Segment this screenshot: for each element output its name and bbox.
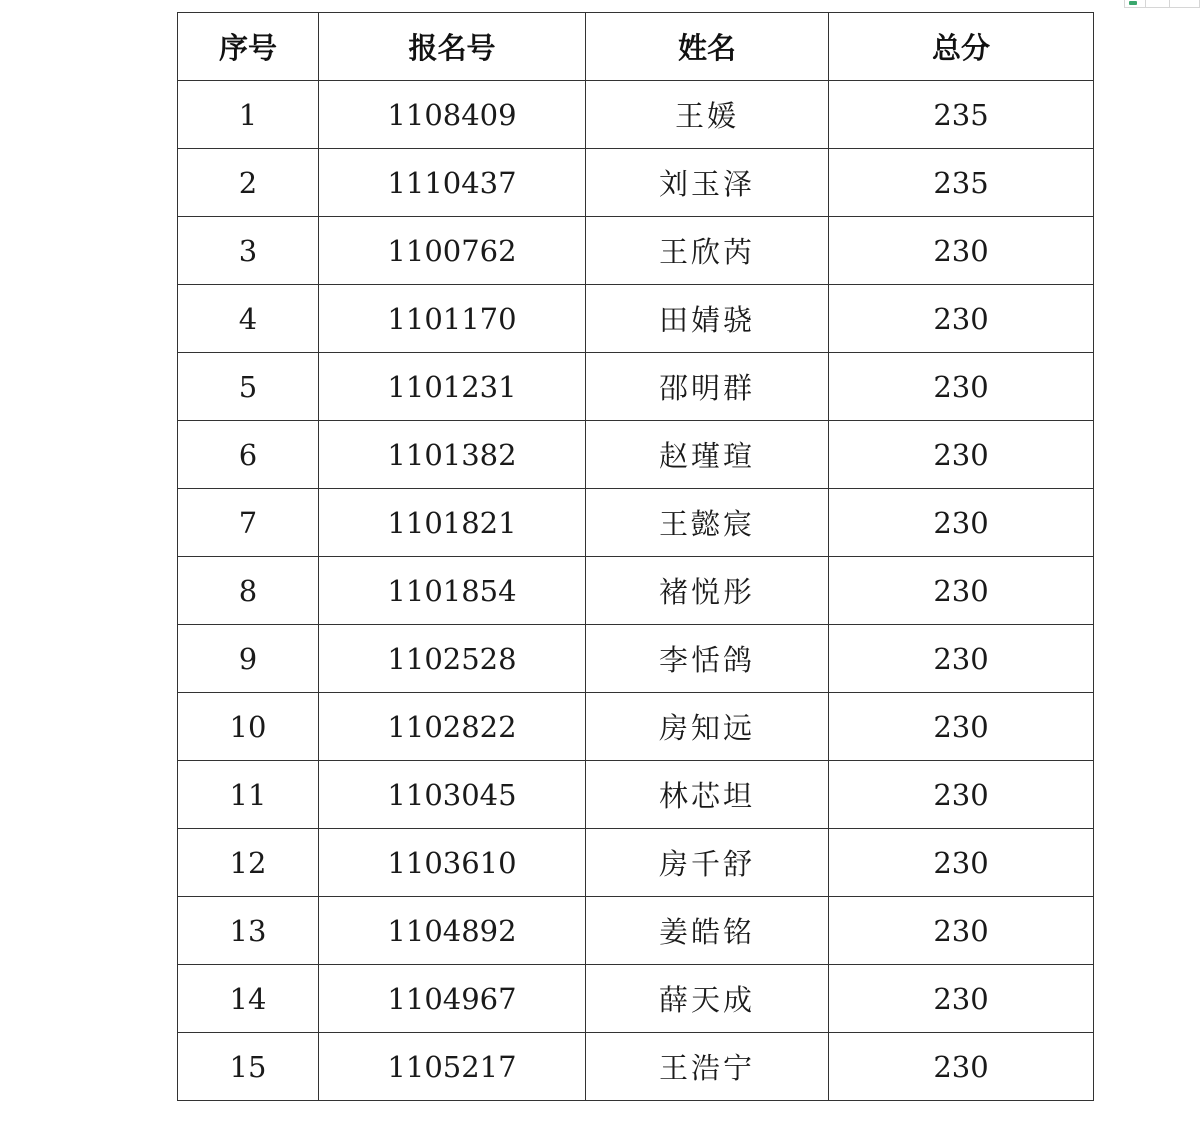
row-registration-number-cell: 1105217 [319,1033,586,1101]
row-index-cell: 9 [178,625,319,693]
row-total-score-cell: 230 [829,557,1094,625]
row-index-cell: 15 [178,1033,319,1101]
row-name-cell: 姜皓铭 [586,897,829,965]
row-name-cell: 王懿宸 [586,489,829,557]
table-row [178,557,1094,625]
table-body [178,81,1094,1101]
row-total-score-cell: 230 [829,217,1094,285]
row-registration-number-cell: 1101170 [319,285,586,353]
table-header-row [178,13,1094,81]
row-total-score-cell: 230 [829,285,1094,353]
row-name-cell: 王浩宁 [586,1033,829,1101]
table-row [178,965,1094,1033]
row-name-cell: 房千舒 [586,829,829,897]
table-row [178,761,1094,829]
row-name-cell: 林芯坦 [586,761,829,829]
row-total-score-cell: 235 [829,81,1094,149]
table-row [178,285,1094,353]
row-name-cell: 褚悦彤 [586,557,829,625]
row-name-cell: 邵明群 [586,353,829,421]
row-total-score-cell: 235 [829,149,1094,217]
row-registration-number-cell: 1100762 [319,217,586,285]
score-table [177,12,1094,1101]
row-name-cell: 王欣芮 [586,217,829,285]
row-total-score-cell: 230 [829,421,1094,489]
row-index-cell: 12 [178,829,319,897]
row-total-score-cell: 230 [829,829,1094,897]
header-index: 序号 [178,13,319,81]
row-registration-number-cell: 1102528 [319,625,586,693]
window-control-icon[interactable] [1124,0,1200,8]
row-index-cell: 13 [178,897,319,965]
row-total-score-cell: 230 [829,625,1094,693]
table-row [178,217,1094,285]
row-name-cell: 李恬鸽 [586,625,829,693]
row-index-cell: 2 [178,149,319,217]
row-index-cell: 10 [178,693,319,761]
row-index-cell: 1 [178,81,319,149]
table-row [178,693,1094,761]
row-index-cell: 5 [178,353,319,421]
row-registration-number-cell: 1108409 [319,81,586,149]
row-name-cell: 赵瑾瑄 [586,421,829,489]
row-total-score-cell: 230 [829,1033,1094,1101]
row-name-cell: 房知远 [586,693,829,761]
row-name-cell: 田婧骁 [586,285,829,353]
table-row [178,1033,1094,1101]
row-name-cell: 薛天成 [586,965,829,1033]
table-row [178,149,1094,217]
row-registration-number-cell: 1110437 [319,149,586,217]
row-index-cell: 4 [178,285,319,353]
row-index-cell: 6 [178,421,319,489]
header-name: 姓名 [586,13,829,81]
table-row [178,421,1094,489]
green-marker-icon [1129,1,1137,5]
table-row [178,81,1094,149]
row-registration-number-cell: 1104892 [319,897,586,965]
row-registration-number-cell: 1103045 [319,761,586,829]
row-registration-number-cell: 1101854 [319,557,586,625]
row-total-score-cell: 230 [829,897,1094,965]
row-index-cell: 7 [178,489,319,557]
table-row [178,353,1094,421]
table-row [178,829,1094,897]
row-index-cell: 8 [178,557,319,625]
row-registration-number-cell: 1103610 [319,829,586,897]
row-index-cell: 3 [178,217,319,285]
row-index-cell: 14 [178,965,319,1033]
header-total-score: 总分 [829,13,1094,81]
divider [1169,0,1170,7]
table-row [178,897,1094,965]
table-row [178,625,1094,693]
row-total-score-cell: 230 [829,965,1094,1033]
row-total-score-cell: 230 [829,489,1094,557]
row-registration-number-cell: 1104967 [319,965,586,1033]
row-total-score-cell: 230 [829,761,1094,829]
header-registration-number: 报名号 [319,13,586,81]
row-name-cell: 王媛 [586,81,829,149]
row-registration-number-cell: 1101382 [319,421,586,489]
row-name-cell: 刘玉泽 [586,149,829,217]
table-row [178,489,1094,557]
row-registration-number-cell: 1101231 [319,353,586,421]
row-registration-number-cell: 1101821 [319,489,586,557]
divider [1145,0,1146,7]
row-registration-number-cell: 1102822 [319,693,586,761]
row-index-cell: 11 [178,761,319,829]
row-total-score-cell: 230 [829,693,1094,761]
row-total-score-cell: 230 [829,353,1094,421]
